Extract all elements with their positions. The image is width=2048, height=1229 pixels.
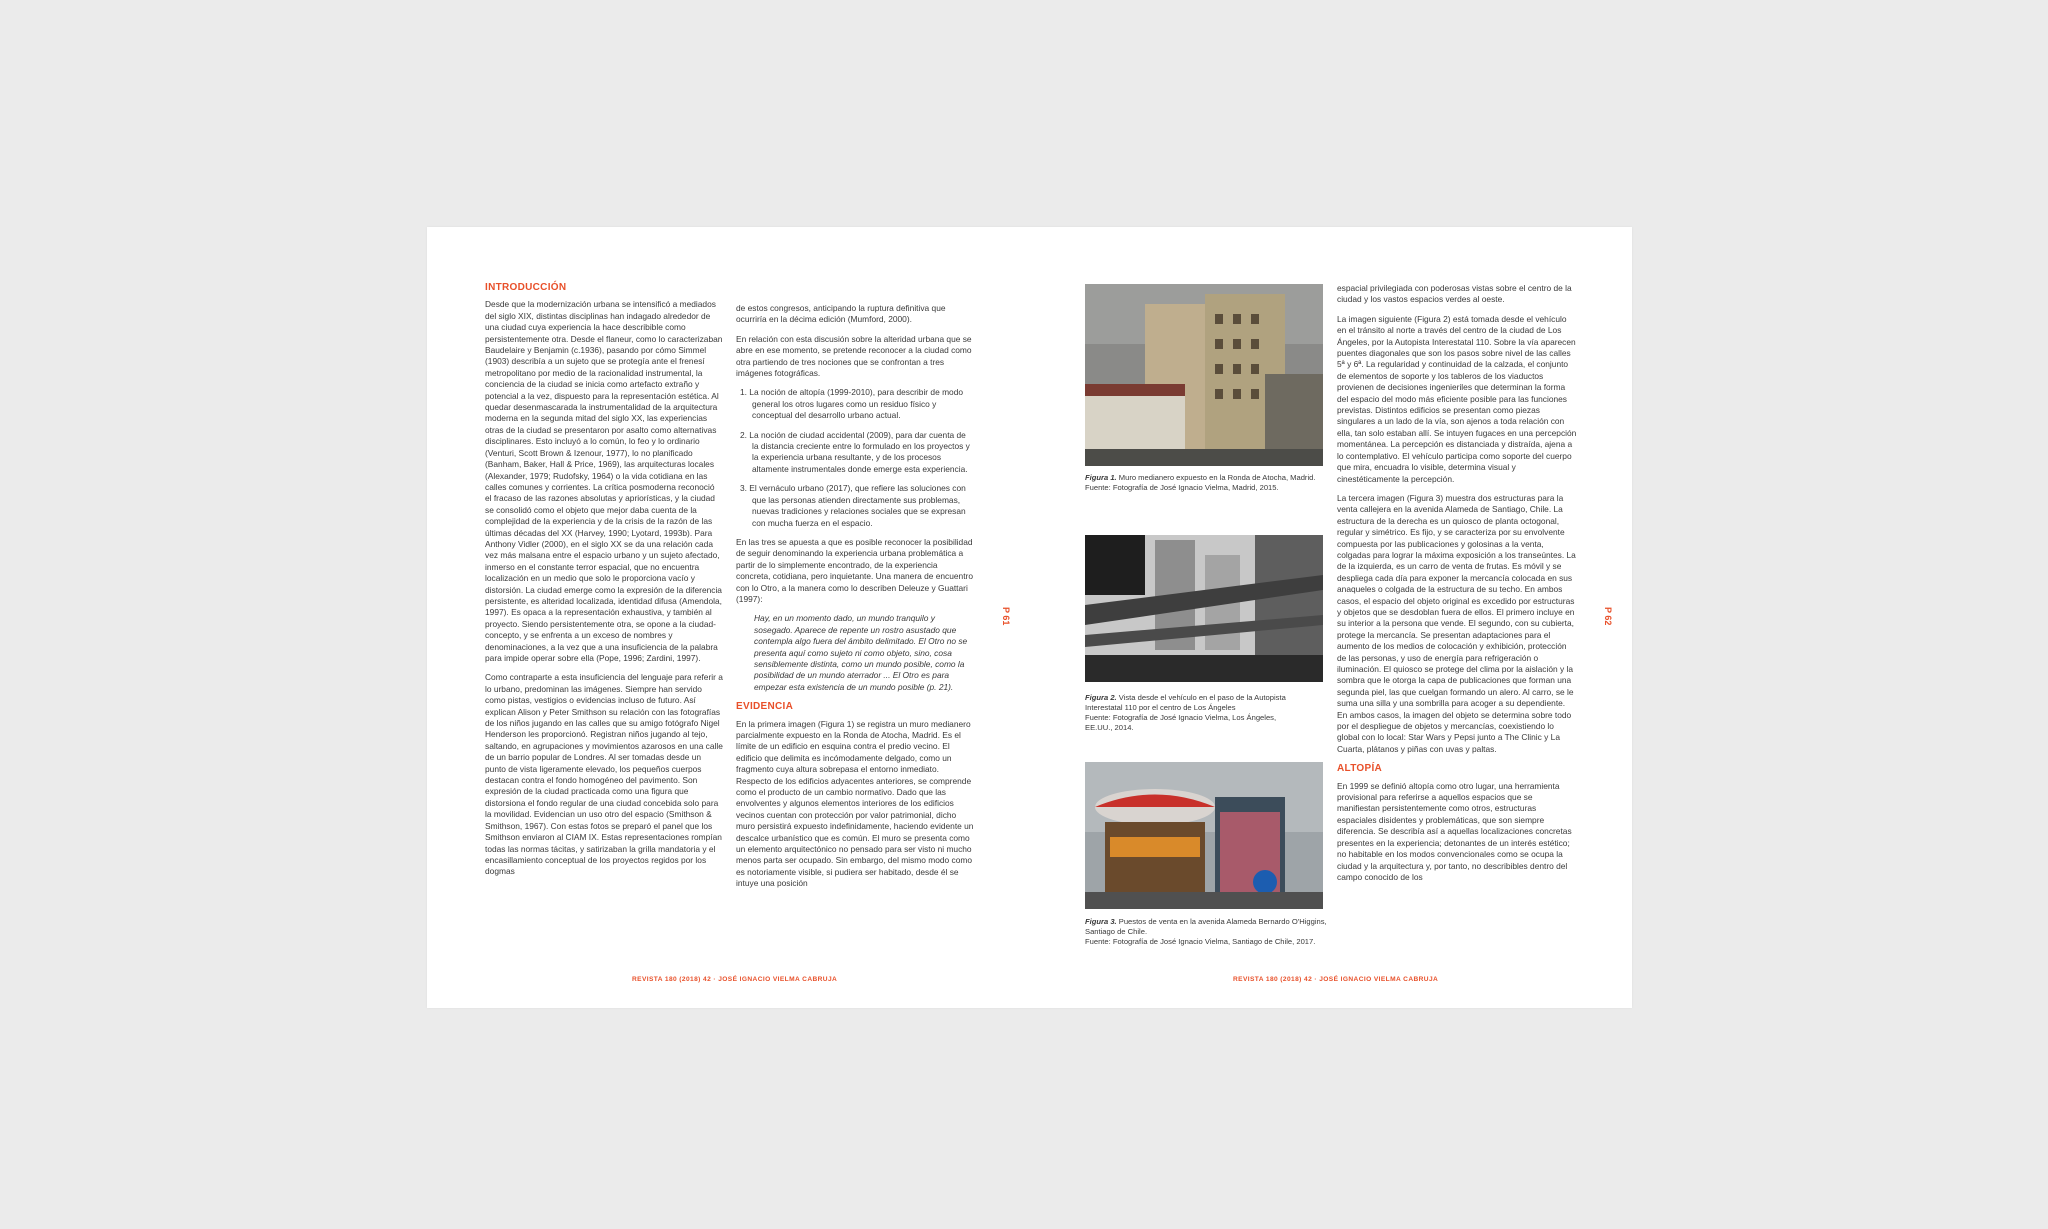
caption-source: Fuente: Fotografía de José Ignacio Vielma, Santiago de Chile, 2017. bbox=[1085, 937, 1316, 946]
building-photo-icon bbox=[1085, 284, 1323, 466]
paragraph: En 1999 se definió altopía como otro lugar, una herramienta provisional para referirse a aquellos espacios que se manifiestan persistentemente como otros, estructuras espaciales disidentes y problemáticas, que son siempre diferencia. Se describía así a aquellas localizaciones concretas presentes en la experiencia; detonantes de un interés estético; no habitable en los modos convencionales como se ocupa la ciudad y la arquitectura y, por tanto, no describibles dentro del campo conocido de los bbox=[1337, 780, 1572, 882]
paragraph: En las tres se apuesta a que es posible reconocer la posibilidad de seguir denominando la experiencia urbana problemática a partir de lo simplemente encontrado, de la experiencia concreta, cotidiana, pero inquietante. Una manera de encuentro con lo Otro, a la manera como lo describen Deleuze y Guattari (1997): bbox=[736, 536, 973, 604]
left-column-1 bbox=[485, 282, 723, 886]
figure-label: Figura 3. bbox=[1085, 917, 1117, 926]
freeway-photo-icon bbox=[1085, 535, 1323, 682]
left-column-2 bbox=[736, 303, 974, 898]
page-footer-left: REVISTA 180 (2018) 42 · JOSÉ IGNACIO VIELMA CABRUJA bbox=[632, 976, 838, 983]
paragraph: espacial privilegiada con poderosas vistas sobre el centro de la ciudad y los vastos espacios verdes al oeste. bbox=[1337, 283, 1572, 305]
numbered-list bbox=[736, 387, 974, 528]
figure-label: Figura 2. bbox=[1085, 693, 1117, 702]
figure-3-photo bbox=[1085, 762, 1323, 909]
street-vendors-photo-icon bbox=[1085, 762, 1323, 909]
page-number-left: P 61 bbox=[1001, 607, 1011, 626]
figure-2-caption bbox=[1085, 693, 1305, 733]
page-number-right: P 62 bbox=[1603, 607, 1613, 626]
magazine-spread bbox=[427, 227, 1632, 1008]
list-item: 1. La noción de altopía (1999-2010), para describir de modo general los otros lugares como un residuo físico y conceptual del desarrollo urbano actual. bbox=[740, 387, 964, 421]
list-item: 3. El vernáculo urbano (2017), que refiere las soluciones con que las personas atienden directamente sus problemas, nuevas tradiciones y relaciones sociales que se expresan con mucha fuerza en el espacio. bbox=[740, 483, 966, 528]
figure-1-photo bbox=[1085, 284, 1323, 466]
block-quote: Hay, en un momento dado, un mundo tranquilo y sosegado. Aparece de repente un rostro asustado que contempla algo fuera del ámbito delimitado. El Otro no se presenta aquí como sujeto ni como objeto, sino, cosa sensiblemente distinta, como un mundo posible, como la posibilidad de un mundo aterrador ... El Otro es para empezar esta existencia de un mundo posible (p. 21). bbox=[754, 613, 968, 692]
paragraph: de estos congresos, anticipando la ruptura definitiva que ocurriría en la décima edición (Mumford, 2000). bbox=[736, 303, 946, 325]
caption-text: Puestos de venta en la avenida Alameda Bernardo O'Higgins, Santiago de Chile. bbox=[1085, 917, 1327, 936]
list-item: 2. La noción de ciudad accidental (2009), para dar cuenta de la distancia creciente entre lo formulado en los proyectos y la experiencia urbana resultante, y de los procesos altamente instrumentales donde emerge esta experiencia. bbox=[740, 429, 970, 474]
figure-2-photo bbox=[1085, 535, 1323, 682]
section-heading-introduccion: INTRODUCCIÓN bbox=[485, 282, 567, 293]
paragraph: La imagen siguiente (Figura 2) está tomada desde el vehículo en el tránsito al norte a través del centro de la ciudad de Los Ángeles, por la Autopista Interestatal 110. Sobre la vía aparecen puentes diagonales que son los pasos sobre nivel de las calles 5ª y 6ª. La regularidad y continuidad de la calzada, el conjunto de elementos de soporte y los tableros de los viaductos provienen de decisiones ingenieriles que determinan la forma del espacio del modo más eficiente posible para las funciones previstas. Distintos edificios se presentan como piezas singulares a un lado de la vía, son ajenos a toda relación con ella, tan solo estaban allí. Se intuyen fugaces en una percepción momentánea. La percepción es distanciada y distraída, ajena a lo contemplativo. El vehículo participa como soporte del cuerpo que mira, encuadra lo visible, determina visual y cinestéticamente la percepción. bbox=[1337, 313, 1577, 484]
paragraph: La tercera imagen (Figura 3) muestra dos estructuras para la venta callejera en la avenida Alameda de Santiago, Chile. La estructura de la derecha es un quiosco de planta octogonal, regular y simétrico. Es fijo, y se caracteriza por su envolvente compuesta por las publicaciones y golosinas a la venta, colgadas para lograr la máxima exposición a los transeúntes. La de la izquierda, es un carro de venta de frutas. Es móvil y se despliega cada día para exponer la mercancía colocada en sus anaqueles o colgada de la estructura de su techo. En ambos casos, el espacio del objeto original es excedido por estructuras y objetos que se desdoblan fuera de ellos. El primero incluye en su interior a la persona que vende. El segundo, con su cubierta, protege la mercancía. Se presentan adaptaciones para el aumento de los medios de colocación y exhibición, protección de las personas, y uso de energía para refrigeración o iluminación. El quiosco se protege del clima por la aislación y la sombra que le otorga la capa de publicaciones que forman una segunda piel, las que cuelgan formando un alero. Al carro, se le suma una silla y una sombrilla para acoger a su dependiente. En ambos casos, la imagen del objeto se determina sobre todo por el despliegue de objetos y mercancías, coexistiendo lo global con lo local: Star Wars y Pepsi junto a The Clinic y La Cuarta, plátanos y piñas con uvas y paltas. bbox=[1337, 492, 1576, 754]
paragraph: Desde que la modernización urbana se intensificó a mediados del siglo XIX, distintas disciplinas han indagado alrededor de una ciudad cuya experiencia la hace describible como persistentemente otra. Desde el flaneur, como lo caracterizaban Baudelaire y Benjamin (c.1936), pasando por cómo Simmel (1903) describía a un sujeto que se protegía ante el frenesí metropolitano por medio de la racionalidad instrumental, la conciencia de la ciudad se inicia como artefacto extraño y potencial a la vez, dispuesto para la representación estética. Al quedar desenmascarada la instrumentalidad de la arquitectura moderna en la segunda mitad del siglo XX, las experiencias otras de la ciudad se presentaron por asalto como alternativas disciplinares. Esto incluyó a lo común, lo feo y lo ordinario (Venturi, Scott Brown & Izenour, 1977), lo no planificado (Banham, Baker, Hall & Price, 1969), las arquitecturas locales (Alexander, 1979; Rudofsky, 1964) o la vida cotidiana en las calles comunes y corrientes. La crítica posmoderna reconoció el fracaso de las razones absolutas y apriorísticas, y la ciudad se consolidó como el objeto que mejor daba cuenta de la complejidad de la experiencia y de la crisis de la razón de las últimas décadas del XX (Harvey, 1990; Lyotard, 1993b). Para Anthony Vidler (2000), en el siglo XX se da una relación cada vez más malsana entre el espacio urbano y un sujeto afectado, inmerso en el constante terror espacial, que no encuentra localización en un medio que solo le proporciona vacío y distorsión. La ciudad emerge como la expresión de la diferencia persistente, es alteridad localizada, identidad difusa (Amendola, 1997). Es opaca a la representación exhaustiva, y también al proyecto. Siendo persistentemente otra, se opone a la ciudad-concepto, y se enfrenta a un exceso de nombres y denominaciones, a la vez que a una insuficiencia de la palabra para impide operar sobre ella (Pope, 1996; Zardini, 1997). bbox=[485, 299, 723, 663]
paragraph: En relación con esta discusión sobre la alteridad urbana que se abre en ese momento, se pretende reconocer a la ciudad como otra partiendo de tres nociones que se confrontan a tres imágenes fotográficas. bbox=[736, 333, 972, 379]
page-footer-right: REVISTA 180 (2018) 42 · JOSÉ IGNACIO VIELMA CABRUJA bbox=[1233, 976, 1439, 983]
caption-source: Fuente: Fotografía de José Ignacio Vielma, Los Ángeles, EE.UU., 2014. bbox=[1085, 713, 1277, 732]
paragraph: Como contraparte a esta insuficiencia del lenguaje para referir a lo urbano, predominan las imágenes. Siempre han servido como pistas, vestigios o evidencias incluso de futuro. Así explican Alison y Peter Smithson su relación con las fotografías de los niños jugando en las calles que su amigo fotógrafo Nigel Henderson les proporcionó. Registran niños jugando al tejo, saltando, en agrupaciones y movimientos azarosos en una calle de un barrio popular de Londres. Al ser tomadas desde un punto de vista ligeramente elevado, los pequeños cuerpos destacan contra el fondo homogéneo del pavimento. Son expresión de la ciudad practicada como una figura que distorsiona el fondo regular de una ciudad concebida solo para la movilidad. Evidencian un uso otro del espacio (Smithson & Smithson, 1967). Con estas fotos se preparó el panel que los Smithson enviaron al CIAM IX. Estas representaciones rompían todas las normas tácitas, y satirizaban la grilla mandatoria y el encasillamiento conceptual de los proyectos regidos por los dogmas bbox=[485, 672, 723, 877]
section-heading-altopia: ALTOPÍA bbox=[1337, 763, 1383, 775]
caption-text: Vista desde el vehículo en el paso de la Autopista Interestatal 110 por el centro de Los Ángeles bbox=[1085, 693, 1286, 712]
section-heading-evidencia: EVIDENCIA bbox=[736, 701, 794, 713]
figure-label: Figura 1. bbox=[1085, 473, 1117, 482]
figure-1-caption bbox=[1085, 473, 1325, 493]
figure-3-caption bbox=[1085, 917, 1335, 947]
caption-text: Muro medianero expuesto en la Ronda de Atocha, Madrid. bbox=[1116, 473, 1316, 482]
right-column bbox=[1337, 283, 1577, 891]
caption-source: Fuente: Fotografía de José Ignacio Vielma, Madrid, 2015. bbox=[1085, 483, 1279, 492]
paragraph: En la primera imagen (Figura 1) se registra un muro medianero parcialmente expuesto en la Ronda de Atocha, Madrid. Es el límite de un edificio en esquina contra el predio vecino. El edificio que delimita es incómodamente delgado, como un fragmento cuya altura sobrepasa el entorno inmediato. Respecto de los edificios adyacentes anteriores, se comprende como el producto de un cambio normativo. Dado que las envolventes y algunos elementos interiores de los edificios vecinos cuentan con protección por valor patrimonial, dicho muro persistirá expuesto indefinidamente, haciendo evidente un descalce urbanístico que es común. El muro se presenta como un elemento arquitectónico no pensado para ser visto ni mucho menos parta ser ocupado. Sin embargo, del mismo modo como es notoriamente visible, si pudiera ser habitado, desde él se intuye una posición bbox=[736, 718, 974, 889]
